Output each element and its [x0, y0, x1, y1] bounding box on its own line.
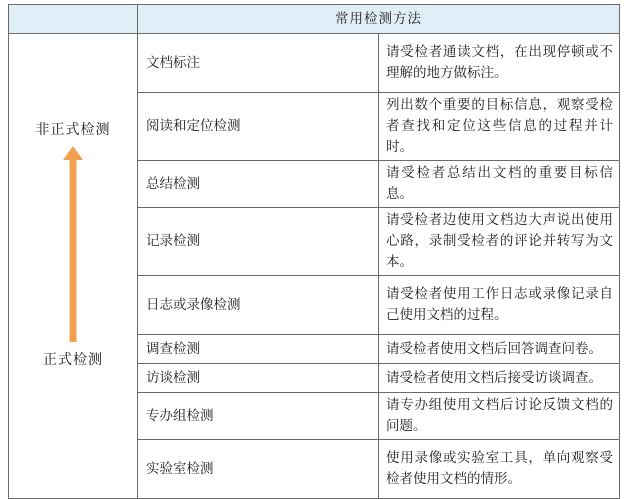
method-description: 请受检者边使用文档边大声说出使用心路，录制受检者的评论并转写为文本。: [379, 208, 620, 276]
informal-label: 非正式检测: [35, 122, 111, 138]
method-name: 调查检测: [138, 335, 379, 364]
method-name: 阅读和定位检测: [138, 93, 379, 161]
header-left-blank: [9, 5, 138, 34]
method-description: 请受检者使用文档后回答调查问卷。: [379, 335, 620, 364]
table-header: 常用检测方法: [138, 5, 620, 34]
formal-label: 正式检测: [43, 352, 103, 368]
method-description: 列出数个重要的目标信息，观察受检者查找和定位这些信息的过程并计时。: [379, 93, 620, 161]
method-name: 访谈检测: [138, 364, 379, 393]
method-name: 总结检测: [138, 161, 379, 208]
method-description: 请受检者使用文档后接受访谈调查。: [379, 364, 620, 393]
detection-methods-table: [8, 4, 620, 499]
method-name: 文档标注: [138, 34, 379, 93]
method-description: 请专办组使用文档后讨论反馈文档的问题。: [379, 393, 620, 440]
method-description: 请受检者总结出文档的重要目标信息。: [379, 161, 620, 208]
method-name: 专办组检测: [138, 393, 379, 440]
table-header-row: [9, 5, 620, 34]
formality-scale-cell: [9, 34, 138, 499]
method-name: 实验室检测: [138, 440, 379, 499]
up-arrow-icon: [63, 146, 83, 342]
method-name: 记录检测: [138, 208, 379, 276]
method-description: 请受检者通读文档，在出现停顿或不理解的地方做标注。: [379, 34, 620, 93]
method-description: 请受检者使用工作日志或录像记录自己使用文档的过程。: [379, 276, 620, 335]
table-row: [9, 34, 620, 93]
method-description: 使用录像或实验室工具，单向观察受检者使用文档的情形。: [379, 440, 620, 499]
method-name: 日志或录像检测: [138, 276, 379, 335]
